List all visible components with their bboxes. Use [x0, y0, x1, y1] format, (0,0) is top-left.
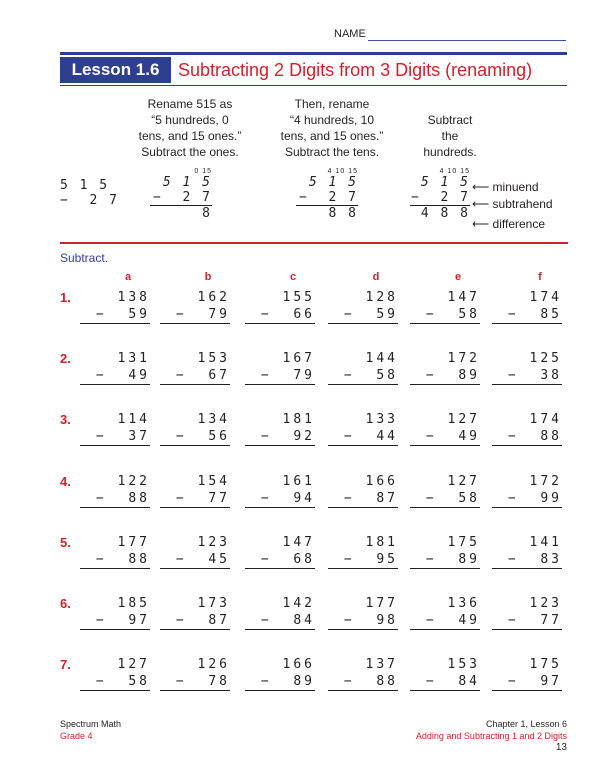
practice-instruction: Subtract.: [60, 251, 109, 265]
name-label: NAME: [334, 28, 366, 40]
minuend-value: 127: [117, 657, 150, 673]
minuend-value: 137: [365, 657, 398, 673]
lesson-title: Subtracting 2 Digits from 3 Digits (renaming): [178, 60, 533, 80]
problem[interactable]: [328, 289, 398, 324]
minuend-value: 144: [365, 351, 398, 367]
subtrahend-value: [492, 551, 562, 569]
subtrahend-value: [160, 367, 230, 385]
problem[interactable]: [245, 473, 315, 508]
problem[interactable]: [80, 656, 150, 691]
subtrahend-digits: 88: [540, 429, 562, 445]
subtrahend-value: [492, 306, 562, 324]
example-step-2: [296, 168, 358, 221]
subtrahend-value: [80, 612, 150, 630]
minuend-value: 127: [447, 473, 480, 489]
subtrahend-digits: 89: [458, 368, 480, 384]
difference-callout: [472, 217, 545, 231]
subtrahend-digits: 49: [458, 429, 480, 445]
subtrahend-digits: 68: [293, 551, 315, 567]
minus-sign: −: [175, 490, 209, 506]
problem[interactable]: [245, 656, 315, 691]
subtrahend-callout: [472, 197, 553, 211]
minuend-value: 155: [282, 290, 315, 305]
subtrahend-digits: 89: [293, 674, 315, 690]
minuend-value: 138: [117, 290, 150, 305]
footer-left: [60, 718, 121, 742]
name-line[interactable]: [368, 40, 566, 41]
minus-sign: −: [260, 368, 294, 384]
problem[interactable]: [160, 595, 230, 630]
column-header-b: b: [204, 271, 212, 283]
top-rule: [60, 52, 567, 55]
subtrahend-digits: 89: [458, 551, 480, 567]
column-header-a: a: [124, 271, 132, 283]
minuend-value: 153: [447, 657, 480, 673]
minus-sign: −: [425, 429, 459, 445]
minus-sign: −: [175, 307, 209, 322]
subtrahend-value: [245, 551, 315, 569]
minus-sign: −: [343, 490, 377, 506]
minus-sign: −: [260, 307, 294, 322]
footer-chapter: Chapter 1, Lesson 6: [485, 719, 567, 729]
subtrahend-value: [492, 367, 562, 385]
arrow-left-icon: ⟵: [472, 197, 490, 211]
subtrahend-digits: 98: [376, 613, 398, 628]
row-label: 4.: [60, 473, 71, 489]
minuend-value: 172: [447, 351, 480, 367]
difference-label: difference: [492, 217, 546, 231]
example-step-1: [150, 168, 212, 221]
subtrahend-digits: 95: [376, 551, 398, 567]
minus-sign: −: [425, 551, 459, 567]
example-step-3-result: 4 8 8: [420, 206, 470, 221]
minus-sign: −: [425, 307, 459, 322]
problem[interactable]: [328, 595, 398, 630]
subtrahend-digits: 77: [208, 490, 230, 506]
subtrahend-digits: 97: [128, 613, 150, 628]
minus-sign: −: [507, 307, 541, 322]
problem[interactable]: [410, 289, 480, 324]
minuend-value: 125: [529, 351, 562, 367]
subtrahend-digits: 45: [208, 551, 230, 567]
subtrahend-digits: 44: [376, 429, 398, 445]
arrow-left-icon: ⟵: [472, 217, 490, 231]
footer-book: Spectrum Math: [60, 719, 122, 729]
row-label: 1.: [60, 290, 71, 305]
minus-sign: −: [425, 490, 459, 506]
subtrahend-digits: 84: [293, 613, 315, 628]
minus-sign: −: [425, 674, 459, 690]
minuend-value: 147: [282, 534, 315, 550]
subtrahend-value: [80, 367, 150, 385]
subtrahend-digits: 38: [540, 368, 562, 384]
problem[interactable]: [492, 289, 562, 324]
subtrahend-label: subtrahend: [492, 197, 553, 211]
subtrahend-digits: 87: [376, 490, 398, 506]
minus-sign: −: [343, 613, 377, 628]
subtrahend-digits: 99: [540, 490, 562, 506]
minus-sign: −: [175, 429, 209, 445]
subtrahend-digits: 59: [376, 307, 398, 322]
subtrahend-digits: 78: [208, 674, 230, 690]
problem[interactable]: [410, 473, 480, 508]
minuend-value: 185: [117, 596, 150, 611]
lesson-badge: Lesson 1.6: [60, 57, 171, 83]
minus-sign: −: [260, 429, 294, 445]
problem[interactable]: [245, 350, 315, 385]
minuend-value: 174: [529, 412, 562, 428]
minus-sign: −: [95, 613, 129, 628]
problem[interactable]: [160, 473, 230, 508]
subtrahend-digits: 94: [293, 490, 315, 506]
minuend-callout: [472, 180, 539, 194]
subtrahend-value: [80, 306, 150, 324]
minuend-value: 166: [282, 657, 315, 673]
subtrahend-value: [410, 551, 480, 569]
column-header-d: d: [372, 271, 380, 283]
minus-sign: −: [175, 674, 209, 690]
minuend-value: 172: [529, 473, 562, 489]
minuend-value: 173: [197, 596, 230, 611]
problem[interactable]: [160, 350, 230, 385]
example-step-2-top: 5 1 5: [308, 175, 358, 190]
subtrahend-digits: 79: [208, 307, 230, 322]
example-step-1-carry: 0 15: [194, 168, 212, 175]
subtrahend-value: [160, 490, 230, 508]
minuend-value: 154: [197, 473, 230, 489]
problem[interactable]: [492, 350, 562, 385]
problem[interactable]: [160, 656, 230, 691]
step-1-text: Rename 515 as “5 hundreds, 0 tens, and 15 ones.” Subtract the ones.: [138, 97, 242, 159]
minuend-value: 177: [365, 596, 398, 611]
minuend-value: 134: [197, 412, 230, 428]
subtrahend-digits: 56: [208, 429, 230, 445]
minus-sign: −: [175, 613, 209, 628]
minuend-value: 161: [282, 473, 315, 489]
problem[interactable]: [160, 534, 230, 569]
minus-sign: −: [425, 368, 459, 384]
subtrahend-value: [492, 673, 562, 691]
problem[interactable]: [410, 350, 480, 385]
problem[interactable]: [245, 289, 315, 324]
minuend-value: 166: [365, 473, 398, 489]
minuend-value: 123: [197, 534, 230, 550]
subtrahend-value: [328, 551, 398, 569]
problem[interactable]: [245, 534, 315, 569]
row-label: 7.: [60, 657, 71, 673]
minuend-value: 142: [282, 596, 315, 611]
minuend-value: 141: [529, 534, 562, 550]
subtrahend-value: [160, 428, 230, 446]
subtrahend-value: [328, 490, 398, 508]
minus-sign: −: [507, 674, 541, 690]
subtrahend-value: [245, 490, 315, 508]
minuend-value: 133: [365, 412, 398, 428]
subtrahend-digits: 49: [458, 613, 480, 628]
example-step-1-result: 8: [202, 206, 212, 221]
problem[interactable]: [80, 473, 150, 508]
problem[interactable]: [328, 473, 398, 508]
minuend-value: 181: [365, 534, 398, 550]
section-divider: [60, 242, 568, 244]
example-step-2-result: 8 8: [328, 206, 358, 221]
example-step-1-top: 5 1 5: [162, 175, 212, 190]
minus-sign: −: [175, 551, 209, 567]
minuend-value: 147: [447, 290, 480, 305]
example-step-3-bottom: − 2 7: [411, 190, 470, 205]
minuend-value: 174: [529, 290, 562, 305]
subtrahend-digits: 79: [293, 368, 315, 384]
minus-sign: −: [95, 490, 129, 506]
subtrahend-digits: 58: [458, 307, 480, 322]
problem[interactable]: [492, 656, 562, 691]
subtrahend-digits: 92: [293, 429, 315, 445]
step-2-text: Then, rename “4 hundreds, 10 tens, and 15 ones.” Subtract the tens.: [280, 97, 384, 159]
subtrahend-digits: 66: [293, 307, 315, 322]
minuend-value: 136: [447, 596, 480, 611]
minus-sign: −: [343, 674, 377, 690]
minuend-value: 153: [197, 351, 230, 367]
row-label: 6.: [60, 596, 71, 611]
problem[interactable]: [492, 473, 562, 508]
subtrahend-value: [328, 367, 398, 385]
example-original-top: 5 1 5: [60, 178, 110, 193]
column-header-c: c: [289, 271, 297, 283]
minuend-value: 114: [117, 412, 150, 428]
problem[interactable]: [410, 534, 480, 569]
minuend-value: 128: [365, 290, 398, 305]
subtrahend-value: [410, 490, 480, 508]
subtrahend-value: [80, 428, 150, 446]
subtrahend-value: [245, 673, 315, 691]
problem[interactable]: [80, 534, 150, 569]
subtrahend-value: [410, 673, 480, 691]
column-header-f: f: [538, 271, 542, 283]
subtrahend-value: [80, 551, 150, 569]
example-step-1-bottom: − 2 7: [150, 190, 212, 206]
subtrahend-value: [245, 428, 315, 446]
subtrahend-value: [160, 551, 230, 569]
minuend-value: 123: [529, 596, 562, 611]
subtrahend-digits: 67: [208, 368, 230, 384]
subtrahend-value: [245, 306, 315, 324]
subtrahend-digits: 58: [458, 490, 480, 506]
minus-sign: −: [343, 368, 377, 384]
minus-sign: −: [175, 368, 209, 384]
problem[interactable]: [492, 411, 562, 446]
minuend-value: 177: [117, 534, 150, 550]
minus-sign: −: [260, 490, 294, 506]
example-original-bottom: − 2 7: [60, 193, 119, 208]
row-label: 2.: [60, 351, 71, 367]
footer-topic: Adding and Subtracting 1 and 2 Digits: [415, 731, 567, 741]
problem[interactable]: [492, 534, 562, 569]
minus-sign: −: [425, 613, 459, 628]
problem[interactable]: [328, 656, 398, 691]
subtrahend-value: [80, 490, 150, 508]
subtrahend-digits: 59: [128, 307, 150, 322]
subtrahend-digits: 58: [128, 674, 150, 690]
subtrahend-value: [80, 673, 150, 691]
problem[interactable]: [160, 411, 230, 446]
problem[interactable]: [328, 350, 398, 385]
minus-sign: −: [260, 613, 294, 628]
footer-right: [416, 718, 567, 754]
subtrahend-value: [492, 428, 562, 446]
problem[interactable]: [492, 595, 562, 630]
subtrahend-digits: 37: [128, 429, 150, 445]
problem[interactable]: [245, 411, 315, 446]
minuend-value: 126: [197, 657, 230, 673]
problem[interactable]: [410, 656, 480, 691]
minus-sign: −: [260, 551, 294, 567]
problem[interactable]: [328, 534, 398, 569]
subtrahend-digits: 77: [540, 613, 562, 628]
subtrahend-digits: 88: [128, 490, 150, 506]
minus-sign: −: [95, 368, 129, 384]
problem[interactable]: [80, 350, 150, 385]
minus-sign: −: [260, 674, 294, 690]
minus-sign: −: [95, 674, 129, 690]
subtrahend-digits: 97: [540, 674, 562, 690]
problem[interactable]: [410, 411, 480, 446]
minus-sign: −: [507, 429, 541, 445]
problem[interactable]: [80, 595, 150, 630]
subtrahend-value: [328, 612, 398, 630]
minus-sign: −: [95, 307, 129, 322]
subtrahend-value: [328, 673, 398, 691]
minuend-value: 175: [529, 657, 562, 673]
minuend-value: 131: [117, 351, 150, 367]
footer-grade: Grade 4: [60, 731, 93, 741]
minus-sign: −: [95, 429, 129, 445]
problem[interactable]: [80, 411, 150, 446]
row-label: 3.: [60, 412, 71, 428]
subtrahend-value: [328, 306, 398, 324]
minus-sign: −: [507, 490, 541, 506]
minus-sign: −: [95, 551, 129, 567]
subtrahend-value: [160, 306, 230, 324]
problem[interactable]: [410, 595, 480, 630]
subtrahend-digits: 88: [128, 551, 150, 567]
problem[interactable]: [160, 289, 230, 324]
subtrahend-digits: 83: [540, 551, 562, 567]
minus-sign: −: [507, 613, 541, 628]
subtrahend-value: [492, 612, 562, 630]
subtrahend-value: [328, 428, 398, 446]
minuend-label: minuend: [492, 180, 539, 194]
example-original: [60, 178, 119, 208]
minuend-value: 167: [282, 351, 315, 367]
subtrahend-digits: 84: [458, 674, 480, 690]
minus-sign: −: [507, 368, 541, 384]
title-rule: [60, 85, 567, 86]
subtrahend-digits: 58: [376, 368, 398, 384]
example-step-3: [410, 168, 470, 221]
minuend-value: 162: [197, 290, 230, 305]
subtrahend-value: [410, 367, 480, 385]
example-step-3-carry: 4 10 15: [439, 168, 470, 175]
subtrahend-value: [410, 306, 480, 324]
column-header-e: e: [454, 271, 462, 283]
subtrahend-digits: 88: [376, 674, 398, 690]
step-3-text: Subtract the hundreds.: [423, 113, 477, 159]
page-number: 13: [555, 742, 567, 753]
problem[interactable]: [80, 289, 150, 324]
minuend-value: 175: [447, 534, 480, 550]
subtrahend-value: [410, 428, 480, 446]
subtrahend-value: [245, 612, 315, 630]
subtrahend-digits: 49: [128, 368, 150, 384]
problem[interactable]: [245, 595, 315, 630]
arrow-left-icon: ⟵: [472, 180, 490, 194]
example-step-2-bottom: − 2 7: [296, 190, 358, 206]
minus-sign: −: [507, 551, 541, 567]
subtrahend-value: [245, 367, 315, 385]
subtrahend-digits: 87: [208, 613, 230, 628]
example-step-2-carry: 4 10 15: [327, 168, 358, 175]
minuend-value: 122: [117, 473, 150, 489]
subtrahend-digits: 85: [540, 307, 562, 322]
subtrahend-value: [410, 612, 480, 630]
minus-sign: −: [343, 307, 377, 322]
minus-sign: −: [343, 429, 377, 445]
subtrahend-value: [160, 673, 230, 691]
subtrahend-value: [492, 490, 562, 508]
minuend-value: 127: [447, 412, 480, 428]
problem[interactable]: [328, 411, 398, 446]
minus-sign: −: [343, 551, 377, 567]
example-step-3-top: 5 1 5: [420, 175, 470, 190]
subtrahend-value: [160, 612, 230, 630]
row-label: 5.: [60, 534, 71, 550]
minuend-value: 181: [282, 412, 315, 428]
